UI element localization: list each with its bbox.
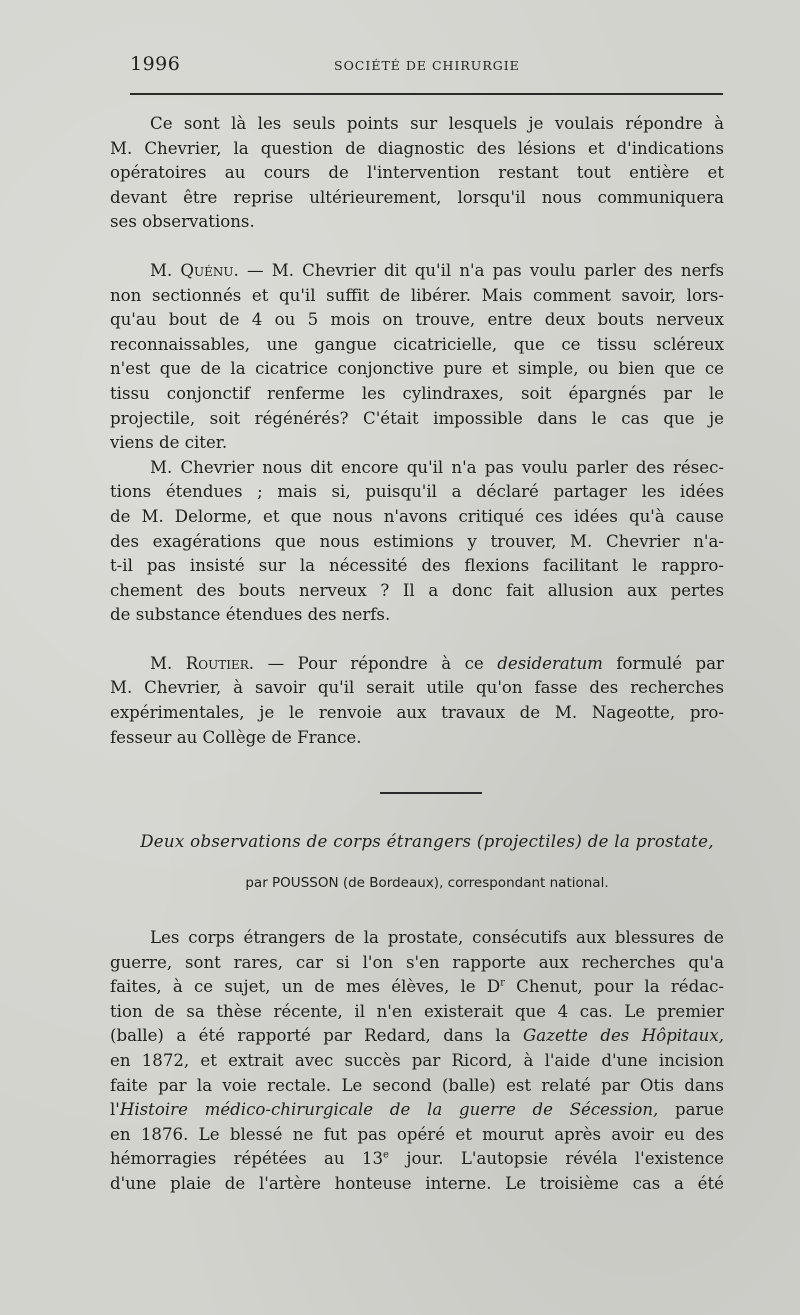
text-line: en 1872, et extrait avec succès par Ricord, à l'aide d'une incision — [110, 1050, 724, 1070]
journal-title: SOCIÉTÉ DE CHIRURGIE — [334, 58, 520, 73]
text-fragment: formulé par — [616, 653, 724, 673]
superscript: e — [383, 1149, 389, 1161]
text-fragment: hémorragies répétées au 13 — [110, 1149, 384, 1169]
article-byline: par POUSSON (de Bordeaux), correspondant national. — [245, 875, 609, 891]
text-line — [110, 1024, 725, 1049]
page-number: 1996 — [130, 53, 181, 75]
text-line — [110, 1147, 724, 1172]
text-fragment: Chenut, pour la rédac- — [504, 977, 724, 997]
article-paragraph — [110, 926, 725, 1197]
text-line: reconnaissables, une gangue cicatricielle, que ce tissu scléreux — [110, 334, 724, 354]
speaker-name: M. Routier. — [150, 653, 255, 673]
italic-citation: Gazette des Hôpitaux, — [523, 1026, 725, 1046]
text-fragment: faites, à ce sujet, un de mes élèves, le D — [110, 977, 501, 997]
text-line: de M. Delorme, et que nous n'avons critiqué ces idées qu'à cause — [110, 506, 724, 526]
text-line: Les corps étrangers de la prostate, consécutifs aux blessures de — [150, 928, 724, 947]
text-line: devant être reprise ultérieurement, lorsqu'il nous communiquera — [110, 187, 724, 207]
text-line: expérimentales, je le renvoie aux travaux de M. Nageotte, pro- — [110, 703, 724, 723]
text-line — [130, 652, 724, 677]
text-line — [130, 259, 724, 284]
text-line: — M. Chevrier dit qu'il n'a pas voulu parler des nerfs — [246, 260, 724, 280]
section-divider — [380, 792, 482, 794]
header-rule — [130, 93, 723, 95]
text-line: faite par la voie rectale. Le second (balle) est relaté par Otis dans — [110, 1075, 724, 1095]
text-line: ses observations. — [110, 212, 255, 232]
text-line: d'une plaie de l'artère honteuse interne. Le troisième cas a été — [110, 1173, 724, 1193]
article-body — [110, 926, 725, 1197]
text-line: viens de citer. — [110, 433, 228, 453]
paragraph-quenu — [110, 259, 724, 456]
text-line: n'est que de la cicatrice conjonctive pure et simple, ou bien que ce — [110, 359, 724, 379]
text-line — [110, 975, 724, 1000]
text-line: de substance étendues des nerfs. — [110, 605, 391, 625]
text-line: M. Chevrier nous dit encore qu'il n'a pas voulu parler des résec- — [150, 457, 724, 477]
speaker-name: M. Quénu. — [150, 260, 239, 280]
text-line: t-il pas insisté sur la nécessité des flexions facilitant le rappro- — [110, 556, 724, 576]
text-line: qu'au bout de 4 ou 5 mois on trouve, entre deux bouts nerveux — [110, 310, 724, 330]
text-line: tions étendues ; mais si, puisqu'il a déclaré partager les idées — [110, 482, 724, 502]
text-line: fesseur au Collège de France. — [110, 727, 362, 747]
text-line: tion de sa thèse récente, il n'en existerait que 4 cas. Le premier — [110, 1001, 724, 1021]
text-fragment: (balle) a été rapporté par Redard, dans la — [110, 1026, 511, 1046]
text-fragment: jour. L'autopsie révéla l'existence — [388, 1149, 724, 1169]
text-line: tissu conjonctif renferme les cylindraxes, soit épargnés par le — [110, 383, 724, 403]
paragraph-closing-remarks — [110, 112, 724, 235]
text-line: M. Chevrier, à savoir qu'il serait utile qu'on fasse des recherches — [110, 678, 724, 698]
italic-citation: Histoire médico-chirurgicale de la guerre de Sécession, — [119, 1100, 659, 1120]
text-line: chement des bouts nerveux ? Il a donc fait allusion aux pertes — [110, 580, 724, 600]
article-title: Deux observations de corps étrangers (projectiles) de la prostate, — [140, 832, 714, 851]
text-line: non sectionnés et qu'il suffit de libérer. Mais comment savoir, lors- — [110, 285, 724, 305]
paragraph-chevrier — [110, 456, 724, 628]
text-line: projectile, soit régénérés? C'était impossible dans le cas que je — [110, 408, 724, 428]
text-line: opératoires au cours de l'intervention restant tout entière et — [110, 163, 724, 183]
text-fragment: parue — [675, 1100, 725, 1120]
running-head — [130, 53, 723, 77]
text-line: en 1876. Le blessé ne fut pas opéré et mourut après avoir eu des — [110, 1124, 724, 1144]
italic-term: desideratum — [497, 653, 603, 673]
text-fragment: l' — [110, 1100, 120, 1120]
discussion-text — [110, 112, 724, 750]
text-line: guerre, sont rares, car si l'on s'en rapporte aux recherches qu'a — [110, 952, 724, 972]
superscript: r — [500, 977, 505, 989]
text-line: M. Chevrier, la question de diagnostic des lésions et d'indications — [110, 138, 724, 158]
text-line: Ce sont là les seuls points sur lesquels je voulais répondre à — [150, 114, 724, 133]
text-line: des exagérations que nous estimions y trouver, M. Chevrier n'a- — [110, 531, 724, 551]
paragraph-routier — [110, 652, 724, 750]
text-line — [110, 1098, 725, 1123]
text-fragment: — Pour répondre à ce — [267, 653, 484, 673]
